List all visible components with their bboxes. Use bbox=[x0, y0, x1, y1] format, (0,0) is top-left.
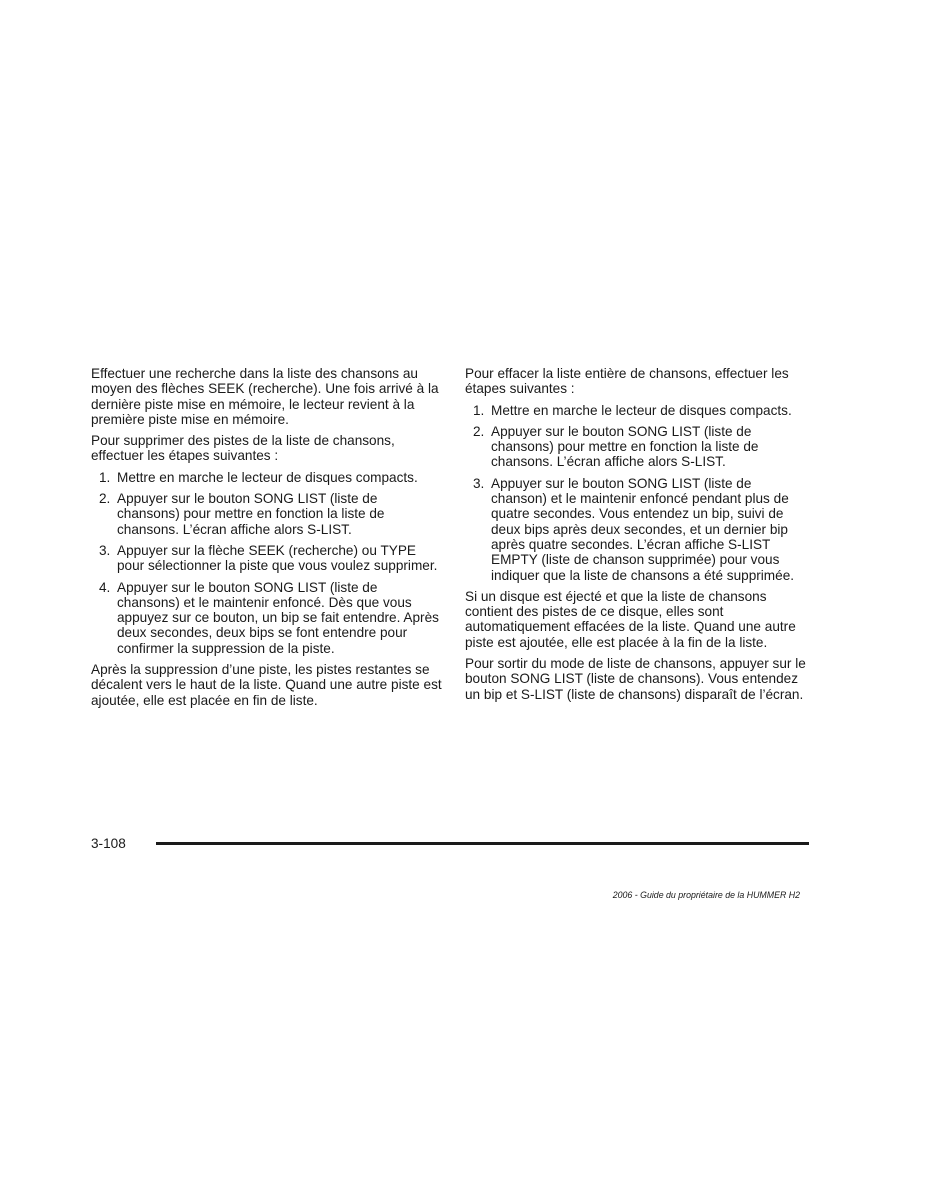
steps-list bbox=[91, 470, 443, 656]
list-item bbox=[465, 476, 810, 583]
list-item bbox=[91, 491, 443, 537]
step-text: Mettre en marche le lecteur de disques compacts. bbox=[491, 402, 792, 418]
page-number: 3-108 bbox=[91, 836, 126, 851]
footer-rule bbox=[156, 842, 809, 845]
left-column bbox=[91, 366, 443, 714]
paragraph: Pour sortir du mode de liste de chansons, appuyer sur le bouton SONG LIST (liste de chansons). Vous entendez un bip et S-LIST (liste de chansons) disparaît de l’écran. bbox=[465, 656, 806, 702]
step-number: 1. bbox=[99, 469, 111, 485]
list-item bbox=[465, 403, 810, 418]
paragraph: Si un disque est éjecté et que la liste de chansons contient des pistes de ce disque, elles sont automatiquement effacées de la liste. Quand une autre piste est ajoutée, elle est placée à la fin de la liste. bbox=[465, 588, 796, 650]
list-item bbox=[465, 424, 810, 470]
footer-text: 2006 - Guide du propriétaire de la HUMMER H2 bbox=[612, 890, 800, 900]
step-text: Appuyer sur le bouton SONG LIST (liste de chanson) et le maintenir enfoncé pendant plus de quatre secondes. Vous entendez un bip, suivi de deux bips après deux secondes, et un dernier bip après quatre secondes. L’écran affiche S-LIST EMPTY (liste de chanson supprimée) pour vous indiquer que la liste de chansons a été supprimée. bbox=[491, 475, 795, 583]
step-number: 4. bbox=[99, 579, 111, 595]
paragraph: Pour supprimer des pistes de la liste de chansons, effectuer les étapes suivantes : bbox=[91, 433, 395, 464]
list-item bbox=[91, 543, 443, 574]
paragraph: Après la suppression d’une piste, les pistes restantes se décalent vers le haut de la liste. Quand une autre piste est ajoutée, elle est placée en fin de liste. bbox=[91, 662, 442, 708]
steps-list bbox=[465, 403, 810, 583]
step-number: 2. bbox=[99, 491, 111, 507]
right-column bbox=[465, 366, 810, 708]
step-text: Appuyer sur la flèche SEEK (recherche) ou TYPE pour sélectionner la piste que vous voulez supprimer. bbox=[117, 542, 438, 574]
step-number: 3. bbox=[99, 542, 111, 558]
step-number: 3. bbox=[473, 475, 485, 491]
paragraph: Pour effacer la liste entière de chansons, effectuer les étapes suivantes : bbox=[465, 366, 789, 397]
step-number: 1. bbox=[473, 402, 485, 418]
step-number: 2. bbox=[473, 423, 485, 439]
step-text: Appuyer sur le bouton SONG LIST (liste de chansons) pour mettre en fonction la liste de chansons. L’écran affiche alors S-LIST. bbox=[491, 423, 759, 470]
paragraph: Effectuer une recherche dans la liste des chansons au moyen des flèches SEEK (recherche). Une fois arrivé à la dernière piste mise en mémoire, le lecteur revient à la première piste mise en mémoire. bbox=[91, 366, 439, 427]
list-item bbox=[91, 580, 443, 656]
step-text: Appuyer sur le bouton SONG LIST (liste de chansons) pour mettre en fonction la liste de chansons. L’écran affiche alors S-LIST. bbox=[117, 491, 385, 537]
step-text: Appuyer sur le bouton SONG LIST (liste de chansons) et le maintenir enfoncé. Dès que vous appuyez sur ce bouton, un bip se fait entendre. Après deux secondes, deux bips se font entendre pour confirmer la suppression de la piste. bbox=[117, 579, 439, 656]
list-item bbox=[91, 470, 443, 485]
step-text: Mettre en marche le lecteur de disques compacts. bbox=[117, 469, 418, 485]
